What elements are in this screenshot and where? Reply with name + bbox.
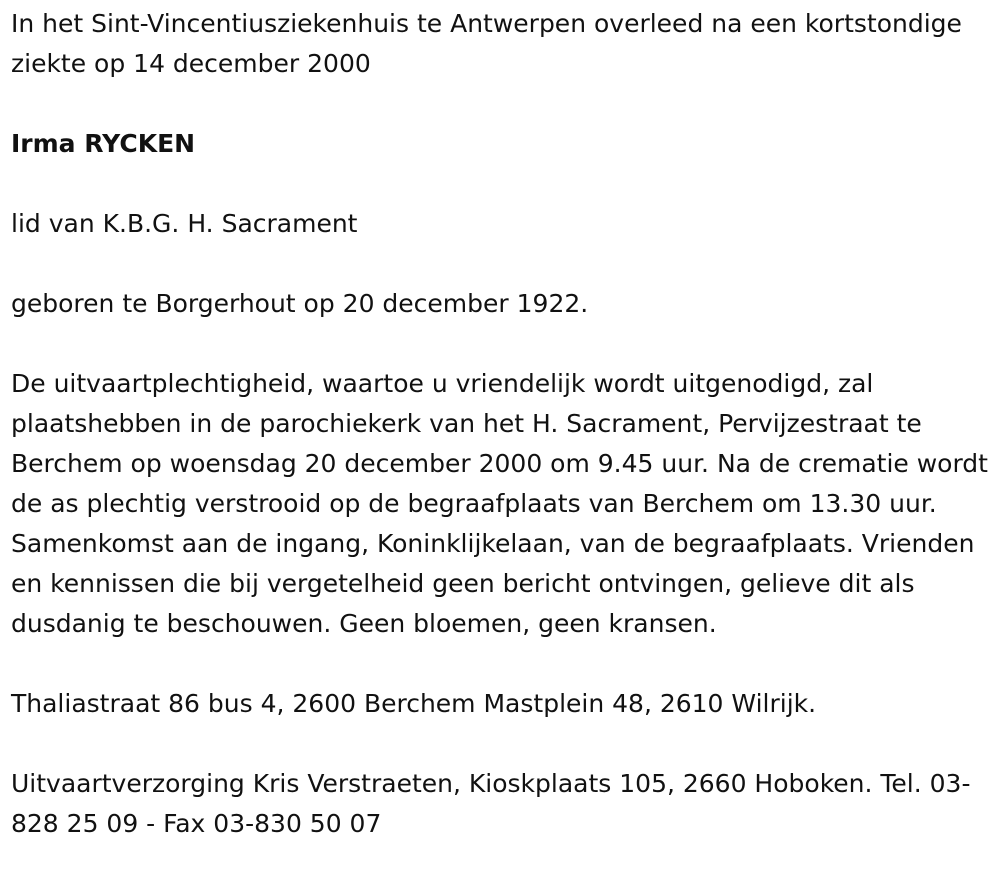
intro-paragraph: In het Sint-Vincentiusziekenhuis te Antwerpen overleed na een kortstondige ziekte op 14 december 2000 <box>11 9 962 78</box>
undertaker-paragraph: Uitvaartverzorging Kris Verstraeten, Kioskplaats 105, 2660 Hoboken. Tel. 03-828 25 09 - Fax 03-830 50 07 <box>11 769 971 838</box>
deceased-name: Irma RYCKEN <box>11 129 196 158</box>
ceremony-paragraph: De uitvaartplechtigheid, waartoe u vriendelijk wordt uitgenodigd, zal plaatshebben in de parochiekerk van het H. Sacrament, Pervijzestraat te Berchem op woensdag 20 december 2000 om 9.45 uur. Na de crematie wordt de as plechtig verstrooid op de begraafplaats van Berchem om 13.30 uur. Samenkomst aan de ingang, Koninklijkelaan, van de begraafplaats. Vrienden en kennissen die bij vergetelheid geen bericht ontvingen, gelieve dit als dusdanig te beschouwen. Geen bloemen, geen kransen. <box>11 369 988 638</box>
birth-line: geboren te Borgerhout op 20 december 1922. <box>11 289 589 318</box>
addresses-line: Thaliastraat 86 bus 4, 2600 Berchem Mastplein 48, 2610 Wilrijk. <box>11 689 817 718</box>
membership-line: lid van K.B.G. H. Sacrament <box>11 209 358 238</box>
